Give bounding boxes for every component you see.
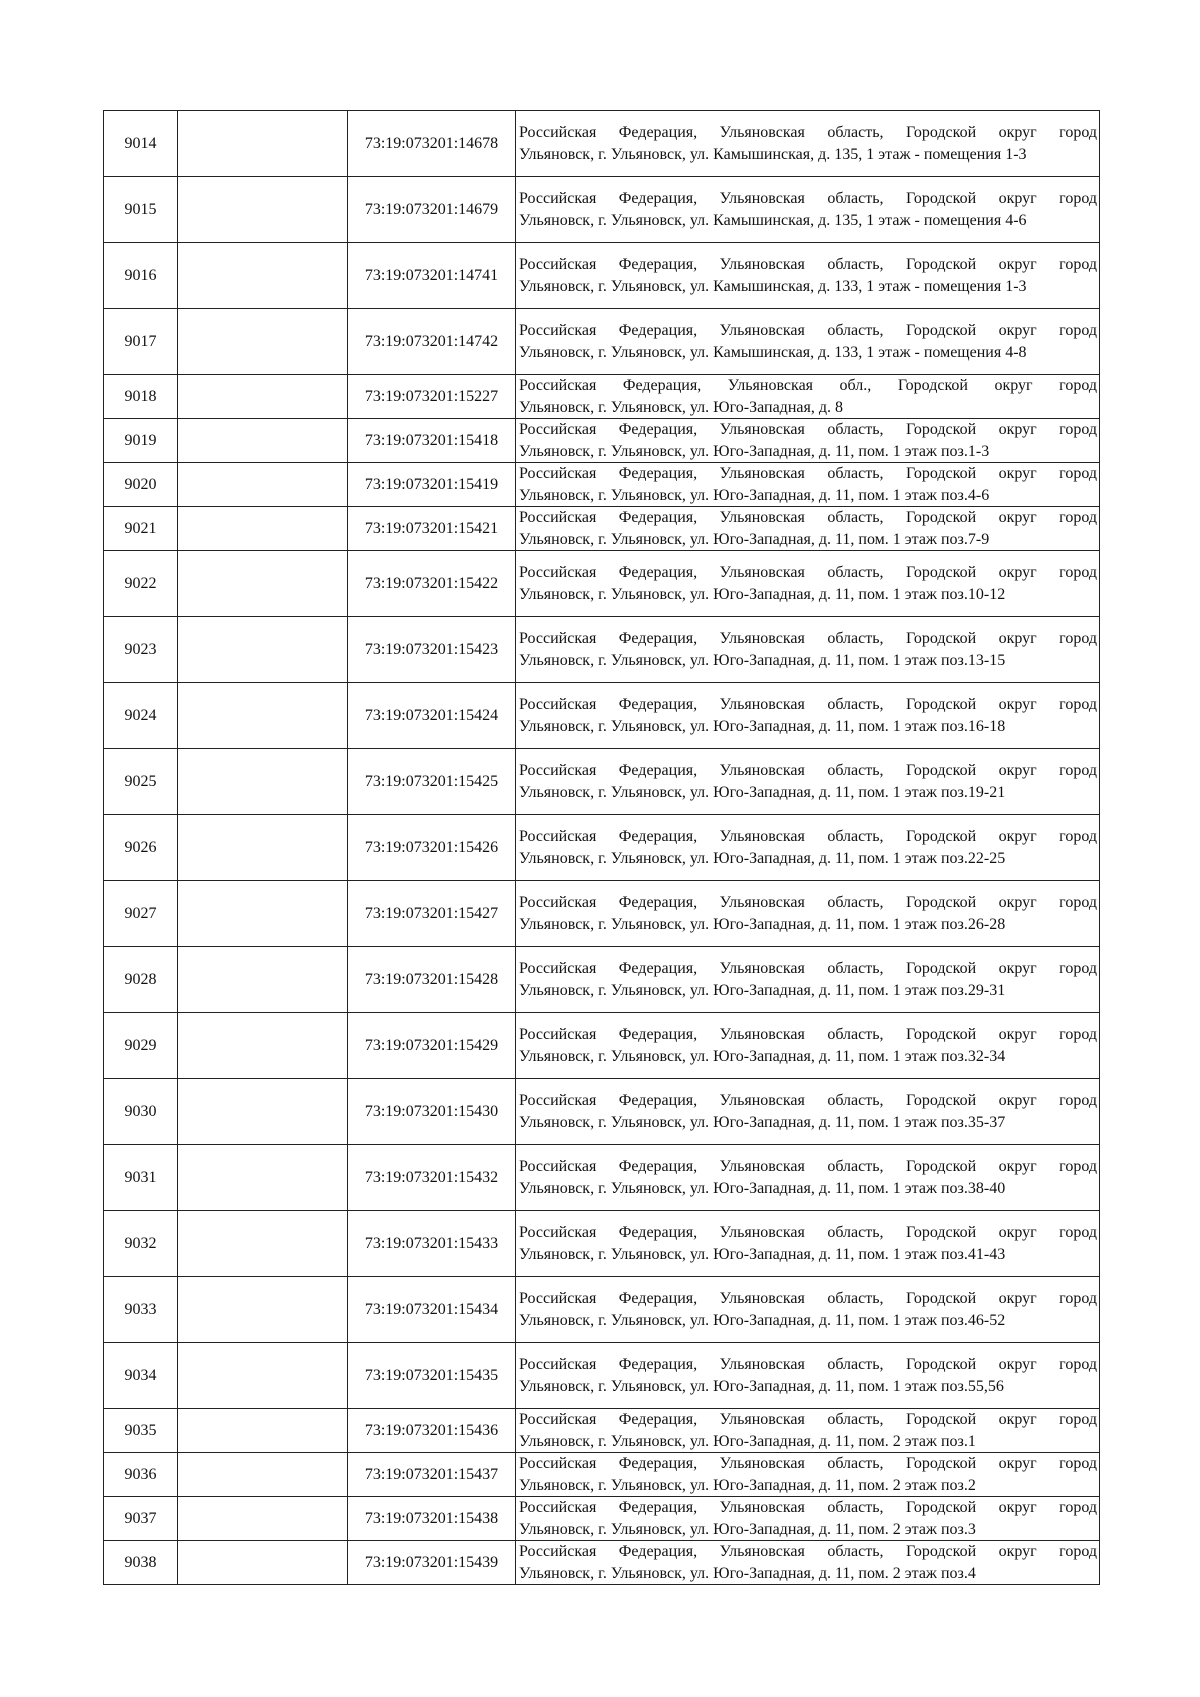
address-cell [516,1343,1100,1409]
address-line-2: Ульяновск, г. Ульяновск, ул. Камышинская, д. 135, 1 этаж - помещения 4-6 [519,211,1027,229]
cadastral-number: 73:19:073201:15421 [348,507,516,551]
cadastral-number: 73:19:073201:15427 [348,881,516,947]
address-line-2: Ульяновск, г. Ульяновск, ул. Юго-Западная, д. 11, пом. 1 этаж поз.13-15 [519,651,1006,669]
row-number: 9024 [104,683,178,749]
row-number: 9031 [104,1145,178,1211]
cadastral-number: 73:19:073201:15418 [348,419,516,463]
address-line-2: Ульяновск, г. Ульяновск, ул. Камышинская, д. 133, 1 этаж - помещения 1-3 [519,277,1027,295]
address-line-1: Российская Федерация, Ульяновская область, Городской округ город [519,1543,1097,1560]
address-line-1: Российская Федерация, Ульяновская область, Городской округ город [519,190,1097,207]
address-cell [516,243,1100,309]
address-line-1: Российская Федерация, Ульяновская область, Городской округ город [519,1092,1097,1109]
address-line-1: Российская Федерация, Ульяновская область, Городской округ город [519,1026,1097,1043]
address-line-1: Российская Федерация, Ульяновская область, Городской округ город [519,762,1097,779]
address-line-1: Российская Федерация, Ульяновская область, Городской округ город [519,828,1097,845]
address-line-2: Ульяновск, г. Ульяновск, ул. Юго-Западная, д. 11, пом. 1 этаж поз.7-9 [519,530,990,548]
table-row [104,375,1100,419]
table-row [104,1497,1100,1541]
address-line-1: Российская Федерация, Ульяновская область, Городской округ город [519,256,1097,273]
cadastral-number: 73:19:073201:15433 [348,1211,516,1277]
address-line-1: Российская Федерация, Ульяновская обл., Городской округ город [519,377,1097,394]
empty-cell [178,463,348,507]
table-row [104,881,1100,947]
address-line-2: Ульяновск, г. Ульяновск, ул. Юго-Западная, д. 11, пом. 1 этаж поз.41-43 [519,1245,1006,1263]
table-row [104,111,1100,177]
table-row [104,1145,1100,1211]
row-number: 9038 [104,1541,178,1585]
cadastral-number: 73:19:073201:15422 [348,551,516,617]
table-row [104,1277,1100,1343]
address-cell [516,815,1100,881]
row-number: 9021 [104,507,178,551]
address-line-1: Российская Федерация, Ульяновская область, Городской округ город [519,1224,1097,1241]
cadastral-number: 73:19:073201:15428 [348,947,516,1013]
cadastral-number: 73:19:073201:15430 [348,1079,516,1145]
address-line-2: Ульяновск, г. Ульяновск, ул. Юго-Западная, д. 11, пом. 2 этаж поз.2 [519,1476,976,1494]
row-number: 9019 [104,419,178,463]
row-number: 9025 [104,749,178,815]
cadastral-number: 73:19:073201:15436 [348,1409,516,1453]
empty-cell [178,1497,348,1541]
address-line-2: Ульяновск, г. Ульяновск, ул. Юго-Западная, д. 11, пом. 1 этаж поз.38-40 [519,1179,1006,1197]
empty-cell [178,1145,348,1211]
table-row [104,243,1100,309]
address-line-1: Российская Федерация, Ульяновская область, Городской округ город [519,322,1097,339]
row-number: 9014 [104,111,178,177]
cadastral-number: 73:19:073201:15432 [348,1145,516,1211]
table-row [104,749,1100,815]
address-cell [516,463,1100,507]
table-row [104,1079,1100,1145]
address-line-2: Ульяновск, г. Ульяновск, ул. Юго-Западная, д. 11, пом. 1 этаж поз.16-18 [519,717,1006,735]
table-row [104,309,1100,375]
row-number: 9037 [104,1497,178,1541]
address-line-1: Российская Федерация, Ульяновская область, Городской округ город [519,1411,1097,1428]
address-line-1: Российская Федерация, Ульяновская область, Городской округ город [519,509,1097,526]
address-cell [516,551,1100,617]
address-line-2: Ульяновск, г. Ульяновск, ул. Юго-Западная, д. 11, пом. 1 этаж поз.46-52 [519,1311,1006,1329]
cadastral-number: 73:19:073201:15423 [348,617,516,683]
address-cell [516,1277,1100,1343]
address-cell [516,111,1100,177]
address-line-1: Российская Федерация, Ульяновская область, Городской округ город [519,1290,1097,1307]
address-cell [516,375,1100,419]
address-cell [516,947,1100,1013]
address-line-2: Ульяновск, г. Ульяновск, ул. Камышинская, д. 135, 1 этаж - помещения 1-3 [519,145,1027,163]
empty-cell [178,1079,348,1145]
cadastral-number: 73:19:073201:15437 [348,1453,516,1497]
address-line-1: Российская Федерация, Ульяновская область, Городской округ город [519,1499,1097,1516]
address-cell [516,1409,1100,1453]
address-cell [516,749,1100,815]
row-number: 9026 [104,815,178,881]
address-line-2: Ульяновск, г. Ульяновск, ул. Юго-Западная, д. 11, пом. 1 этаж поз.26-28 [519,915,1006,933]
empty-cell [178,1409,348,1453]
row-number: 9032 [104,1211,178,1277]
row-number: 9033 [104,1277,178,1343]
table-row [104,507,1100,551]
empty-cell [178,243,348,309]
table-row [104,177,1100,243]
cadastral-number: 73:19:073201:14679 [348,177,516,243]
address-line-2: Ульяновск, г. Ульяновск, ул. Юго-Западная, д. 11, пом. 1 этаж поз.35-37 [519,1113,1006,1131]
address-line-2: Ульяновск, г. Ульяновск, ул. Юго-Западная, д. 11, пом. 1 этаж поз.29-31 [519,981,1006,999]
empty-cell [178,375,348,419]
empty-cell [178,1211,348,1277]
row-number: 9015 [104,177,178,243]
table-row [104,1409,1100,1453]
empty-cell [178,1343,348,1409]
cadastral-number: 73:19:073201:15426 [348,815,516,881]
empty-cell [178,749,348,815]
table-row [104,551,1100,617]
address-cell [516,1541,1100,1585]
cadastral-number: 73:19:073201:15424 [348,683,516,749]
address-line-2: Ульяновск, г. Ульяновск, ул. Камышинская, д. 133, 1 этаж - помещения 4-8 [519,343,1027,361]
address-line-1: Российская Федерация, Ульяновская область, Городской округ город [519,1455,1097,1472]
table-row [104,1453,1100,1497]
empty-cell [178,177,348,243]
row-number: 9017 [104,309,178,375]
address-cell [516,1211,1100,1277]
table-row [104,463,1100,507]
table-row [104,947,1100,1013]
row-number: 9036 [104,1453,178,1497]
empty-cell [178,617,348,683]
address-line-1: Российская Федерация, Ульяновская область, Городской округ город [519,465,1097,482]
address-line-1: Российская Федерация, Ульяновская область, Городской округ город [519,564,1097,581]
address-line-2: Ульяновск, г. Ульяновск, ул. Юго-Западная, д. 11, пом. 1 этаж поз.32-34 [519,1047,1006,1065]
table-row [104,683,1100,749]
table-body [104,111,1100,1585]
empty-cell [178,683,348,749]
row-number: 9028 [104,947,178,1013]
empty-cell [178,947,348,1013]
cadastral-number: 73:19:073201:15434 [348,1277,516,1343]
address-line-1: Российская Федерация, Ульяновская область, Городской округ город [519,421,1097,438]
cadastral-number: 73:19:073201:15227 [348,375,516,419]
address-line-1: Российская Федерация, Ульяновская область, Городской округ город [519,696,1097,713]
address-line-1: Российская Федерация, Ульяновская область, Городской округ город [519,630,1097,647]
table-row [104,1211,1100,1277]
address-line-2: Ульяновск, г. Ульяновск, ул. Юго-Западная, д. 11, пом. 2 этаж поз.4 [519,1564,976,1582]
address-line-2: Ульяновск, г. Ульяновск, ул. Юго-Западная, д. 11, пом. 2 этаж поз.3 [519,1520,976,1538]
address-line-1: Российская Федерация, Ульяновская область, Городской округ город [519,124,1097,141]
address-line-1: Российская Федерация, Ульяновская область, Городской округ город [519,894,1097,911]
address-cell [516,1453,1100,1497]
empty-cell [178,111,348,177]
address-line-2: Ульяновск, г. Ульяновск, ул. Юго-Западная, д. 11, пом. 2 этаж поз.1 [519,1432,976,1450]
table-row [104,1013,1100,1079]
address-line-2: Ульяновск, г. Ульяновск, ул. Юго-Западная, д. 11, пом. 1 этаж поз.19-21 [519,783,1006,801]
cadastral-number: 73:19:073201:14678 [348,111,516,177]
empty-cell [178,419,348,463]
row-number: 9030 [104,1079,178,1145]
address-line-1: Российская Федерация, Ульяновская область, Городской округ город [519,1158,1097,1175]
address-cell [516,1145,1100,1211]
address-cell [516,177,1100,243]
cadastral-number: 73:19:073201:14741 [348,243,516,309]
table-row [104,617,1100,683]
cadastral-number: 73:19:073201:14742 [348,309,516,375]
address-line-1: Российская Федерация, Ульяновская область, Городской округ город [519,960,1097,977]
cadastral-number: 73:19:073201:15438 [348,1497,516,1541]
empty-cell [178,1453,348,1497]
empty-cell [178,1541,348,1585]
address-cell [516,309,1100,375]
address-cell [516,507,1100,551]
row-number: 9020 [104,463,178,507]
row-number: 9029 [104,1013,178,1079]
address-cell [516,1497,1100,1541]
empty-cell [178,1277,348,1343]
table-row [104,1343,1100,1409]
row-number: 9018 [104,375,178,419]
cadastral-number: 73:19:073201:15439 [348,1541,516,1585]
cadastral-number: 73:19:073201:15425 [348,749,516,815]
address-line-2: Ульяновск, г. Ульяновск, ул. Юго-Западная, д. 8 [519,398,843,416]
address-cell [516,617,1100,683]
address-line-1: Российская Федерация, Ульяновская область, Городской округ город [519,1356,1097,1373]
table-row [104,1541,1100,1585]
row-number: 9016 [104,243,178,309]
address-line-2: Ульяновск, г. Ульяновск, ул. Юго-Западная, д. 11, пом. 1 этаж поз.55,56 [519,1377,1004,1395]
empty-cell [178,815,348,881]
row-number: 9027 [104,881,178,947]
empty-cell [178,1013,348,1079]
table-row [104,419,1100,463]
empty-cell [178,881,348,947]
address-cell [516,683,1100,749]
address-line-2: Ульяновск, г. Ульяновск, ул. Юго-Западная, д. 11, пом. 1 этаж поз.4-6 [519,486,990,504]
row-number: 9022 [104,551,178,617]
address-line-2: Ульяновск, г. Ульяновск, ул. Юго-Западная, д. 11, пом. 1 этаж поз.1-3 [519,442,990,460]
cadastral-number: 73:19:073201:15429 [348,1013,516,1079]
cadastral-number: 73:19:073201:15419 [348,463,516,507]
empty-cell [178,309,348,375]
row-number: 9034 [104,1343,178,1409]
address-cell [516,1079,1100,1145]
address-cell [516,1013,1100,1079]
address-line-2: Ульяновск, г. Ульяновск, ул. Юго-Западная, д. 11, пом. 1 этаж поз.22-25 [519,849,1006,867]
row-number: 9035 [104,1409,178,1453]
table-row [104,815,1100,881]
address-cell [516,881,1100,947]
empty-cell [178,507,348,551]
empty-cell [178,551,348,617]
row-number: 9023 [104,617,178,683]
cadastral-number: 73:19:073201:15435 [348,1343,516,1409]
property-registry-table [103,110,1100,1585]
address-cell [516,419,1100,463]
address-line-2: Ульяновск, г. Ульяновск, ул. Юго-Западная, д. 11, пом. 1 этаж поз.10-12 [519,585,1006,603]
